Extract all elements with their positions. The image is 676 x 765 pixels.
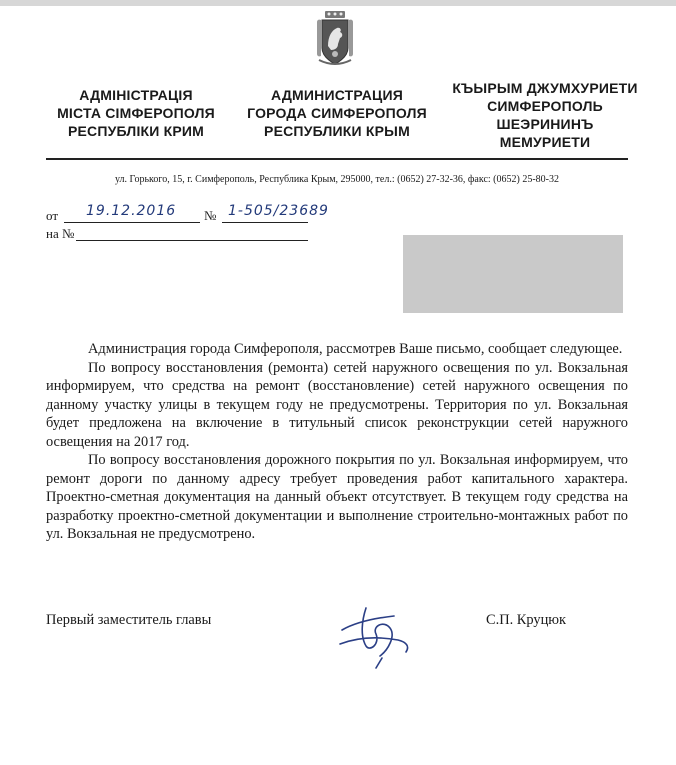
org-name-russian: АДМИНИСТРАЦИЯ ГОРОДА СИМФЕРОПОЛЯ РЕСПУБЛИКИ КРЫМ [247,87,427,139]
letter-body [46,340,628,544]
paragraph-1: Администрация города Симферополя, рассмотрев Ваше письмо, сообщает следующее. [88,341,623,357]
header-divider [46,158,628,160]
handwritten-date: 19.12.2016 [86,203,177,219]
date-underline [64,222,200,223]
organization-address: ул. Горького, 15, г. Симферополь, Республика Крым, 295000, тел.: (0652) 27-32-36, факс: (0652) 25-80-32 [114,174,559,185]
number-underline [222,222,308,223]
signer-name: С.П. Круцюк [486,612,567,628]
reply-to-underline [76,240,308,241]
paragraph-3: По вопросу восстановления дорожного покрытия по ул. Вокзальная информируем, что ремонт дороги по данному адресу требует проведения работ капитального характера. Проектно-сметная документация на данный объект отсутствует. В текущем году средства на разработку проектно-сметной документации и выполнение строительно-монтажных работ по ул. Вокзальная не предусмотрено. [46,452,628,542]
redacted-recipient [403,235,623,313]
handwritten-signature [336,600,420,670]
number-label: № [204,208,217,223]
date-label: от [46,208,59,223]
page-top-edge [0,0,676,6]
reply-to-label: на № [46,226,75,241]
org-name-ukrainian: АДМІНІСТРАЦІЯ МІСТА СІМФЕРОПОЛЯ РЕСПУБЛІКИ КРИМ [57,87,215,139]
paragraph-2: По вопросу восстановления (ремонта) сетей наружного освещения по ул. Вокзальная информируем, что средства на ремонт (восстановление) сетей наружного освещения по данному участку улицы в текущем году не предусмотрены. Территория по ул. Вокзальная будет предложена на включение в титульный список реконструкции сетей наружного освещения на 2017 год. [46,359,628,450]
handwritten-number: 1-505/23689 [228,203,329,219]
coat-of-arms-icon [313,10,357,68]
org-name-crimean-tatar: КЪЫРЫМ ДЖУМХУРИЕТИ СИМФЕРОПОЛЬ ШЕЭРИНИНЪ МЕМУРИЕТИ [452,80,638,150]
signer-title: Первый заместитель главы [46,612,212,628]
